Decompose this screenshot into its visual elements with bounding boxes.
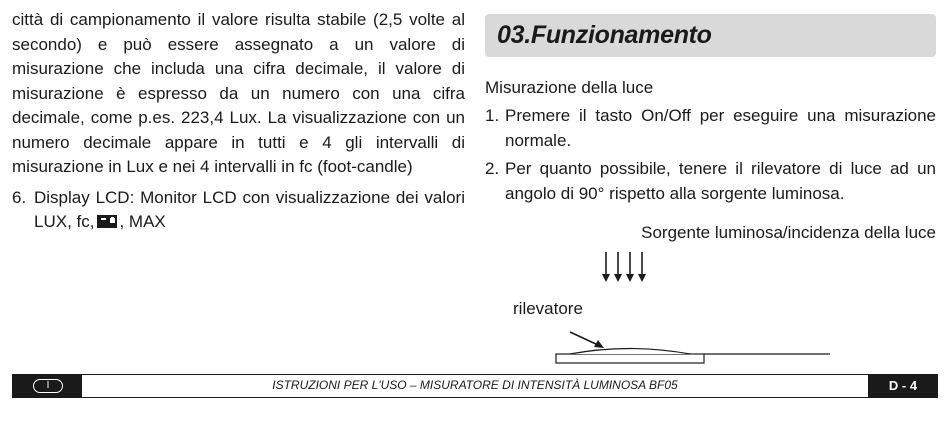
steps-list (485, 104, 936, 210)
detector-sensor (556, 349, 830, 364)
step-text: Per quanto possibile, tenere il rilevatore di luce ad un angolo di 90° rispetto alla sorgente luminosa. (505, 159, 936, 203)
detector-pointer-arrow (570, 332, 604, 348)
light-ray-arrow (638, 252, 646, 282)
list-item (485, 104, 936, 153)
item-number: 6. (12, 187, 27, 207)
source-label: Sorgente luminosa/incidenza della luce (641, 223, 936, 242)
language-code: I (33, 379, 63, 393)
list-item-6 (12, 186, 465, 235)
left-column (12, 8, 465, 235)
subheading: Misurazione della luce (485, 78, 654, 97)
item-text-part2: , MAX (119, 212, 166, 231)
language-badge (12, 375, 82, 397)
light-ray-arrow (602, 252, 610, 282)
section-title-bar (485, 14, 936, 57)
page-number: D - 4 (868, 375, 938, 397)
item-text-part1: Display LCD: Monitor LCD con visualizzazione dei valori LUX, fc, (34, 187, 465, 231)
document-title: ISTRUZIONI PER L'USO – MISURATORE DI INTENSITÀ LUMINOSA BF05 (272, 378, 678, 392)
detector-label: rilevatore (513, 299, 583, 318)
light-ray-arrow (614, 252, 622, 282)
section-title: 03.Funzionamento (497, 21, 712, 49)
light-ray-arrow (626, 252, 634, 282)
measurement-diagram (540, 248, 840, 368)
footer-bar (12, 374, 938, 398)
item-text (34, 186, 465, 235)
battery-icon (97, 215, 117, 228)
step-number: 1. (485, 106, 500, 125)
list-item (485, 157, 936, 206)
step-text: Premere il tasto On/Off per eseguire una misurazione normale. (505, 106, 936, 150)
step-number: 2. (485, 159, 500, 178)
continued-paragraph: città di campionamento il valore risulta stabile (2,5 volte al secondo) e può essere assegnato a un valore di misurazione che includa una cifra decimale, il valore di misurazione è espresso da un numero con una cifra decimale, come p.es. 223,4 Lux. La visualizzazione con un numero decimale appare in tutti e 4 gli intervalli di misurazione in Lux e nei 4 intervalli in fc (foot-candle) (12, 10, 465, 176)
